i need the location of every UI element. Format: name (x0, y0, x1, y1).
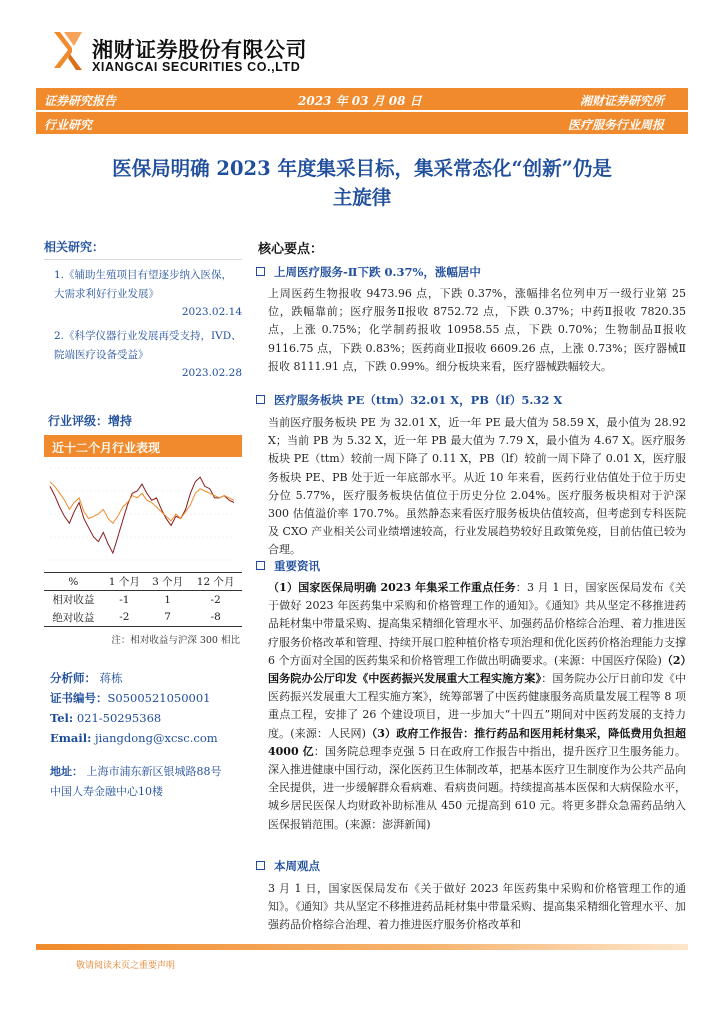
row-label: 绝对收益 (44, 609, 103, 627)
table-header: 12 个月 (189, 573, 242, 591)
tel-label: Tel: (50, 711, 74, 725)
table-header: 3 个月 (146, 573, 189, 591)
company-logo-icon (50, 28, 86, 72)
institute-name: 湘财证券研究所 (579, 94, 664, 108)
footer-bar (36, 944, 688, 950)
section-heading-3 (256, 558, 320, 574)
checkbox-bullet-icon (256, 561, 265, 570)
table-header: % (44, 573, 103, 591)
section-heading-text: 医疗服务板块 PE（ttm）32.01 X，PB（lf）5.32 X (274, 393, 563, 407)
report-type: 证券研究报告 (44, 94, 117, 108)
analyst-info (50, 668, 250, 748)
related-date-2: 2023.02.28 (181, 367, 242, 379)
chart-series-line-2 (50, 482, 234, 523)
chart-series-line-1 (50, 477, 234, 553)
analyst-label: 分析师： (50, 671, 96, 685)
news-2-lead: （2）国务院办公厅印发《中医药振兴发展重大工程实施方案》 (268, 653, 687, 686)
checkbox-bullet-icon (256, 861, 265, 870)
tel-number: 021-50295368 (76, 711, 162, 725)
news-1-lead: （1）国家医保局明确 2023 年集采工作重点任务 (268, 581, 516, 594)
related-date-1: 2023.02.14 (181, 306, 242, 318)
related-research (44, 238, 242, 382)
section-heading-1 (256, 264, 481, 280)
page-title (40, 154, 684, 212)
address-line-1: 上海市浦东新区银城路88号 (86, 765, 222, 778)
table-cell: 1 (164, 593, 171, 606)
table-cell: -1 (119, 593, 130, 606)
perf-chart-heading: 近十二个月行业表现 (44, 435, 242, 457)
news-1-text: ：3 月 1 日，国家医保局发布《关于做好 2023 年医药集中采购和价格管理工作的通知》。《通知》共从坚定不移推进药品耗材集中带量采购、提高集采精细化管理水平、加强药品价格综合治理、着力推进医疗服务价格改革和管理、持续开展口腔种植价格专项治理和优化医药价格治理能力支撑 6 个方面对全国的医药集采和价格管理工作做出明确要求。(来源：中国医疗保险) (268, 581, 686, 667)
row-label: 相对收益 (52, 594, 95, 607)
address-label: 地址： (50, 765, 83, 778)
industry-rating: 行业评级：增持 (48, 414, 133, 428)
section-paragraph-2: 当前医疗服务板块 PE 为 32.01 X，近一年 PE 最大值为 58.59 X，最小值为 28.92 X；当前 PB 为 5.32 X，近一年 PB 最大值为 7.79 X，最小值为 4.67 X。医疗服务板块 PE（ttm）较前一周下降了 0.11 X，PB（lf）较前一周下降了 0.01 X，医疗服务板块 PE、PB 处于近一年底部水平。从近 10 年来看，医药行业估值处于位于历史分位 5.77%，医疗服务板块估值位于历史分位 2.04%。医疗服务板块相对于沪深 300 估值溢价率 170.7%。虽然静态来看医疗服务板块估值较高，但考虑到专科医院及 CXO 产业相关公司业绩增速较高，行业发展趋势较好且政策免疫，目前估值已较为合理。 (268, 416, 686, 557)
performance-chart (44, 460, 240, 568)
checkbox-bullet-icon (256, 395, 265, 404)
related-link-2[interactable]: 2.《科学仪器行业发展再受支持，IVD、院端医疗设备受益》 (54, 330, 242, 361)
key-points-heading: 核心要点： (258, 242, 324, 257)
related-heading: 相关研究： (44, 240, 105, 254)
section-heading-4 (256, 858, 320, 874)
table-cell: -2 (103, 609, 146, 627)
table-row (44, 591, 242, 609)
report-category: 行业研究 (44, 118, 93, 132)
address-line-2: 中国人寿金融中心10楼 (50, 785, 163, 798)
table-row (44, 609, 242, 627)
section-heading-text: 重要资讯 (274, 559, 320, 573)
section-heading-text: 本周观点 (274, 859, 320, 873)
chart-lines (50, 477, 234, 553)
email-label: Email: (50, 731, 92, 745)
company-name-en: XIANGCAI SECURITIES CO.,LTD (92, 60, 301, 74)
report-series: 医疗服务行业周报 (567, 118, 664, 132)
cert-number: S0500521050001 (107, 691, 211, 705)
news-2-text: ：国务院办公厅日前印发《中医药振兴发展重大工程实施方案》，统筹部署了中医药健康服务高质量发展工程等 8 项重点工程，安排了 26 个建设项目，进一步加大“十四五”期间对中医药发展的支持力度。(来源：人民网) (268, 672, 687, 740)
section-paragraph-4: 3 月 1 日，国家医保局发布《关于做好 2023 年医药集中采购和价格管理工作的通知》。《通知》共从坚定不移推进药品耗材集中带量采购、提高集采精细化管理水平、加强药品价格综合治理、着力推进医疗服务价格改革和 (268, 882, 686, 932)
section-heading-2 (256, 392, 562, 408)
section-paragraph-1: 上周医药生物报收 9473.96 点，下跌 0.37%，涨幅排名位列申万一级行业第 25 位，跌幅靠前；医疗服务Ⅱ报收 8752.72 点，下跌 0.37%；中药Ⅱ报收 7820.35 点，上涨 0.75%；化学制药报收 10958.55 点，下跌 0.70%；生物制品Ⅱ报收 9116.75 点，下跌 0.83%；医药商业Ⅱ报收 6609.26 点，上涨 0.73%；医疗器械Ⅱ报收 8111.91 点，下跌 0.99%。细分板块来看，医疗器械跌幅较大。 (268, 287, 686, 373)
chart-grid (50, 468, 234, 560)
report-info-band (36, 88, 688, 110)
title-line-1: 医保局明确 2023 年度集采目标，集采常态化“创新”仍是 (112, 157, 612, 180)
table-header: 1 个月 (103, 573, 146, 591)
title-line-2: 主旋律 (332, 186, 392, 209)
report-category-band (36, 112, 688, 134)
news-3-text: ：国务院总理李克强 5 日在政府工作报告中指出，提升医疗卫生服务能力。深入推进健康中国行动，深化医药卫生体制改革，把基本医疗卫生制度作为公共产品向全民提供，进一步缓解群众看病难、看病贵问题。持续提高基本医保和大病保险水平，城乡居民医保人均财政补助标准从 450 元提高到 610 元。将更多群众急需药品纳入医保报销范围。(来源：澎湃新闻) (268, 744, 686, 831)
performance-table (44, 572, 242, 627)
email-link[interactable]: jiangdong@xcsc.com (95, 731, 218, 745)
section-paragraph-3 (268, 579, 686, 834)
company-name-cn: 湘财证券股份有限公司 (92, 38, 307, 62)
table-cell: -2 (210, 593, 221, 606)
news-3-lead: （3）政府工作报告：推行药品和医用耗材集采，降低费用负担超 4000 亿 (268, 726, 686, 758)
checkbox-bullet-icon (256, 267, 265, 276)
related-link-1[interactable]: 1.《辅助生殖项目有望逐步纳入医保，大需求利好行业发展》 (54, 269, 233, 300)
table-cell: -8 (189, 609, 242, 627)
section-heading-text: 上周医疗服务-Ⅱ下跌 0.37%，涨幅居中 (274, 265, 481, 279)
analyst-name: 蒋栋 (99, 671, 123, 685)
disclaimer-text: 敬请阅读末页之重要声明 (76, 961, 176, 971)
divider (44, 259, 242, 260)
report-date: 2023 年 03 月 08 日 (298, 94, 422, 108)
table-cell: 7 (146, 609, 189, 627)
cert-label: 证书编号： (50, 691, 108, 705)
address-block (50, 762, 250, 802)
table-note: 注：相对收益与沪深 300 相比 (111, 635, 240, 646)
